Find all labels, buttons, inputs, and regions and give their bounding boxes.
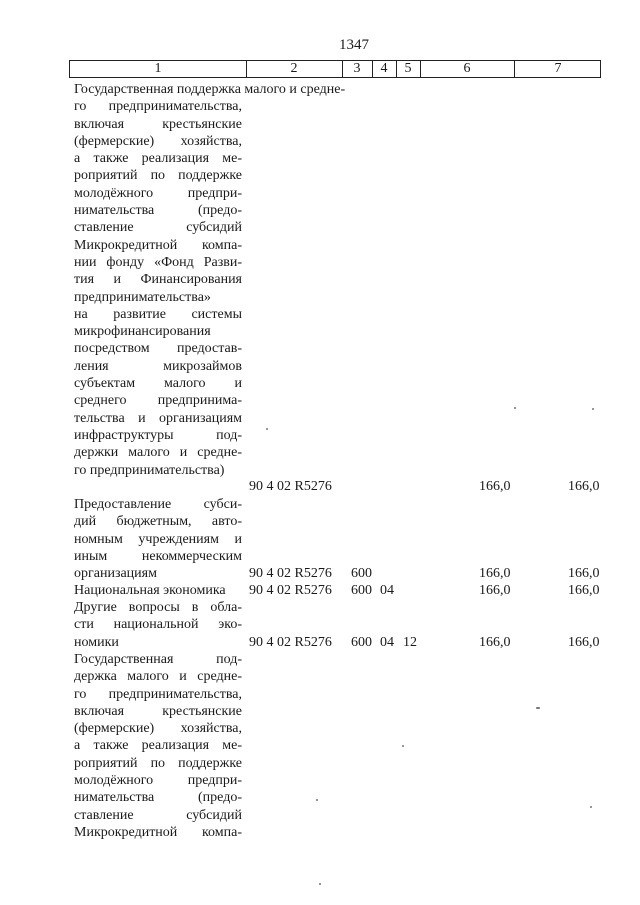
scan-speck bbox=[514, 407, 516, 409]
value-col7: 166,0 bbox=[568, 635, 600, 650]
desc-line: Микрокредитной компа- bbox=[74, 237, 242, 253]
scan-speck bbox=[402, 745, 404, 747]
code-cell: 90 4 02 R5276 bbox=[249, 566, 332, 581]
desc-line: на развитие системы bbox=[74, 306, 242, 322]
value-col6: 166,0 bbox=[479, 635, 511, 650]
desc-line: организациям bbox=[74, 566, 157, 582]
code-cell: 90 4 02 R5276 bbox=[249, 479, 332, 494]
desc-line: роприятий по поддержке bbox=[74, 755, 242, 771]
desc-line: дий бюджетным, авто- bbox=[74, 514, 242, 530]
desc-line: тия и Финансирования bbox=[74, 272, 242, 288]
desc-line: ставление субсидий bbox=[74, 807, 242, 823]
desc-line: молодёжного предпри- bbox=[74, 185, 242, 201]
code-cell: 90 4 02 R5276 bbox=[249, 635, 332, 650]
vr-cell: 600 bbox=[351, 583, 372, 598]
desc-line: среднего предпринима- bbox=[74, 393, 242, 409]
desc-line: роприятий по поддержке bbox=[74, 168, 242, 184]
rz-cell: 04 bbox=[380, 635, 394, 650]
scan-speck bbox=[590, 806, 592, 808]
desc-line: Другие вопросы в обла- bbox=[74, 600, 242, 615]
row-description bbox=[74, 582, 242, 599]
value-col6: 166,0 bbox=[479, 566, 511, 581]
desc-line: ставление субсидий bbox=[74, 220, 242, 236]
desc-line: микрофинансирования bbox=[74, 324, 211, 340]
row-description bbox=[74, 496, 242, 582]
desc-line: держки малого и средне- bbox=[74, 445, 242, 461]
scan-speck bbox=[536, 707, 540, 709]
page-number: 1347 bbox=[339, 37, 369, 53]
desc-line: иным некоммерческим bbox=[74, 548, 242, 564]
desc-line: субъектам малого и bbox=[74, 376, 242, 392]
desc-line: нии фонду «Фонд Разви- bbox=[74, 254, 242, 270]
desc-line: молодёжного предпри- bbox=[74, 773, 242, 789]
value-col7: 166,0 bbox=[568, 583, 600, 598]
scan-speck bbox=[266, 428, 268, 430]
desc-line: Предоставление субси- bbox=[74, 497, 242, 512]
desc-line: го предпринимательства, bbox=[74, 686, 242, 702]
header-col-5: 5 bbox=[404, 61, 412, 76]
desc-line: Государственная поддержка малого и средне- bbox=[74, 82, 346, 97]
desc-line: нимательства (предо- bbox=[74, 203, 242, 219]
desc-line: а также реализация ме- bbox=[74, 738, 242, 754]
desc-line: инфраструктуры под- bbox=[74, 427, 242, 443]
pr-cell: 12 bbox=[403, 635, 417, 650]
header-col-6: 6 bbox=[463, 61, 471, 76]
header-col-2: 2 bbox=[290, 61, 298, 76]
desc-line: а также реализация ме- bbox=[74, 151, 242, 167]
vr-cell: 600 bbox=[351, 566, 372, 581]
desc-line: тельства и организациям bbox=[74, 410, 242, 426]
desc-line: сти национальной эко- bbox=[74, 617, 242, 633]
desc-line: го предпринимательства, bbox=[74, 99, 242, 115]
code-cell: 90 4 02 R5276 bbox=[249, 583, 332, 598]
desc-line: нимательства (предо- bbox=[74, 790, 242, 806]
row-description bbox=[74, 599, 242, 651]
desc-line: номным учреждениям и bbox=[74, 531, 242, 547]
desc-line: включая крестьянские bbox=[74, 116, 242, 132]
desc-line: предпринимательства» bbox=[74, 289, 211, 305]
table-header bbox=[69, 60, 601, 78]
value-col7: 166,0 bbox=[568, 479, 600, 494]
desc-line: (фермерские) хозяйства, bbox=[74, 721, 242, 737]
desc-line: держка малого и средне- bbox=[74, 669, 242, 685]
desc-line: посредством предостав- bbox=[74, 341, 242, 357]
scan-speck bbox=[319, 883, 321, 885]
rz-cell: 04 bbox=[380, 583, 394, 598]
desc-line: номики bbox=[74, 634, 119, 650]
vr-cell: 600 bbox=[351, 635, 372, 650]
header-col-4: 4 bbox=[380, 61, 388, 76]
desc-line: включая крестьянские bbox=[74, 703, 242, 719]
value-col7: 166,0 bbox=[568, 566, 600, 581]
desc-line: го предпринимательства) bbox=[74, 462, 225, 478]
desc-line: Государственная под- bbox=[74, 652, 242, 667]
header-col-3: 3 bbox=[353, 61, 361, 76]
desc-line: (фермерские) хозяйства, bbox=[74, 133, 242, 149]
value-col6: 166,0 bbox=[479, 479, 511, 494]
desc-line: ления микрозаймов bbox=[74, 358, 242, 374]
header-col-7: 7 bbox=[554, 61, 562, 76]
row-description bbox=[74, 81, 346, 479]
desc-line: Национальная экономика bbox=[74, 583, 226, 598]
desc-line: Микрокредитной компа- bbox=[74, 824, 242, 840]
row-description bbox=[74, 651, 242, 841]
header-col-1: 1 bbox=[154, 61, 162, 76]
scan-speck bbox=[316, 799, 318, 801]
scan-speck bbox=[592, 408, 594, 410]
value-col6: 166,0 bbox=[479, 583, 511, 598]
